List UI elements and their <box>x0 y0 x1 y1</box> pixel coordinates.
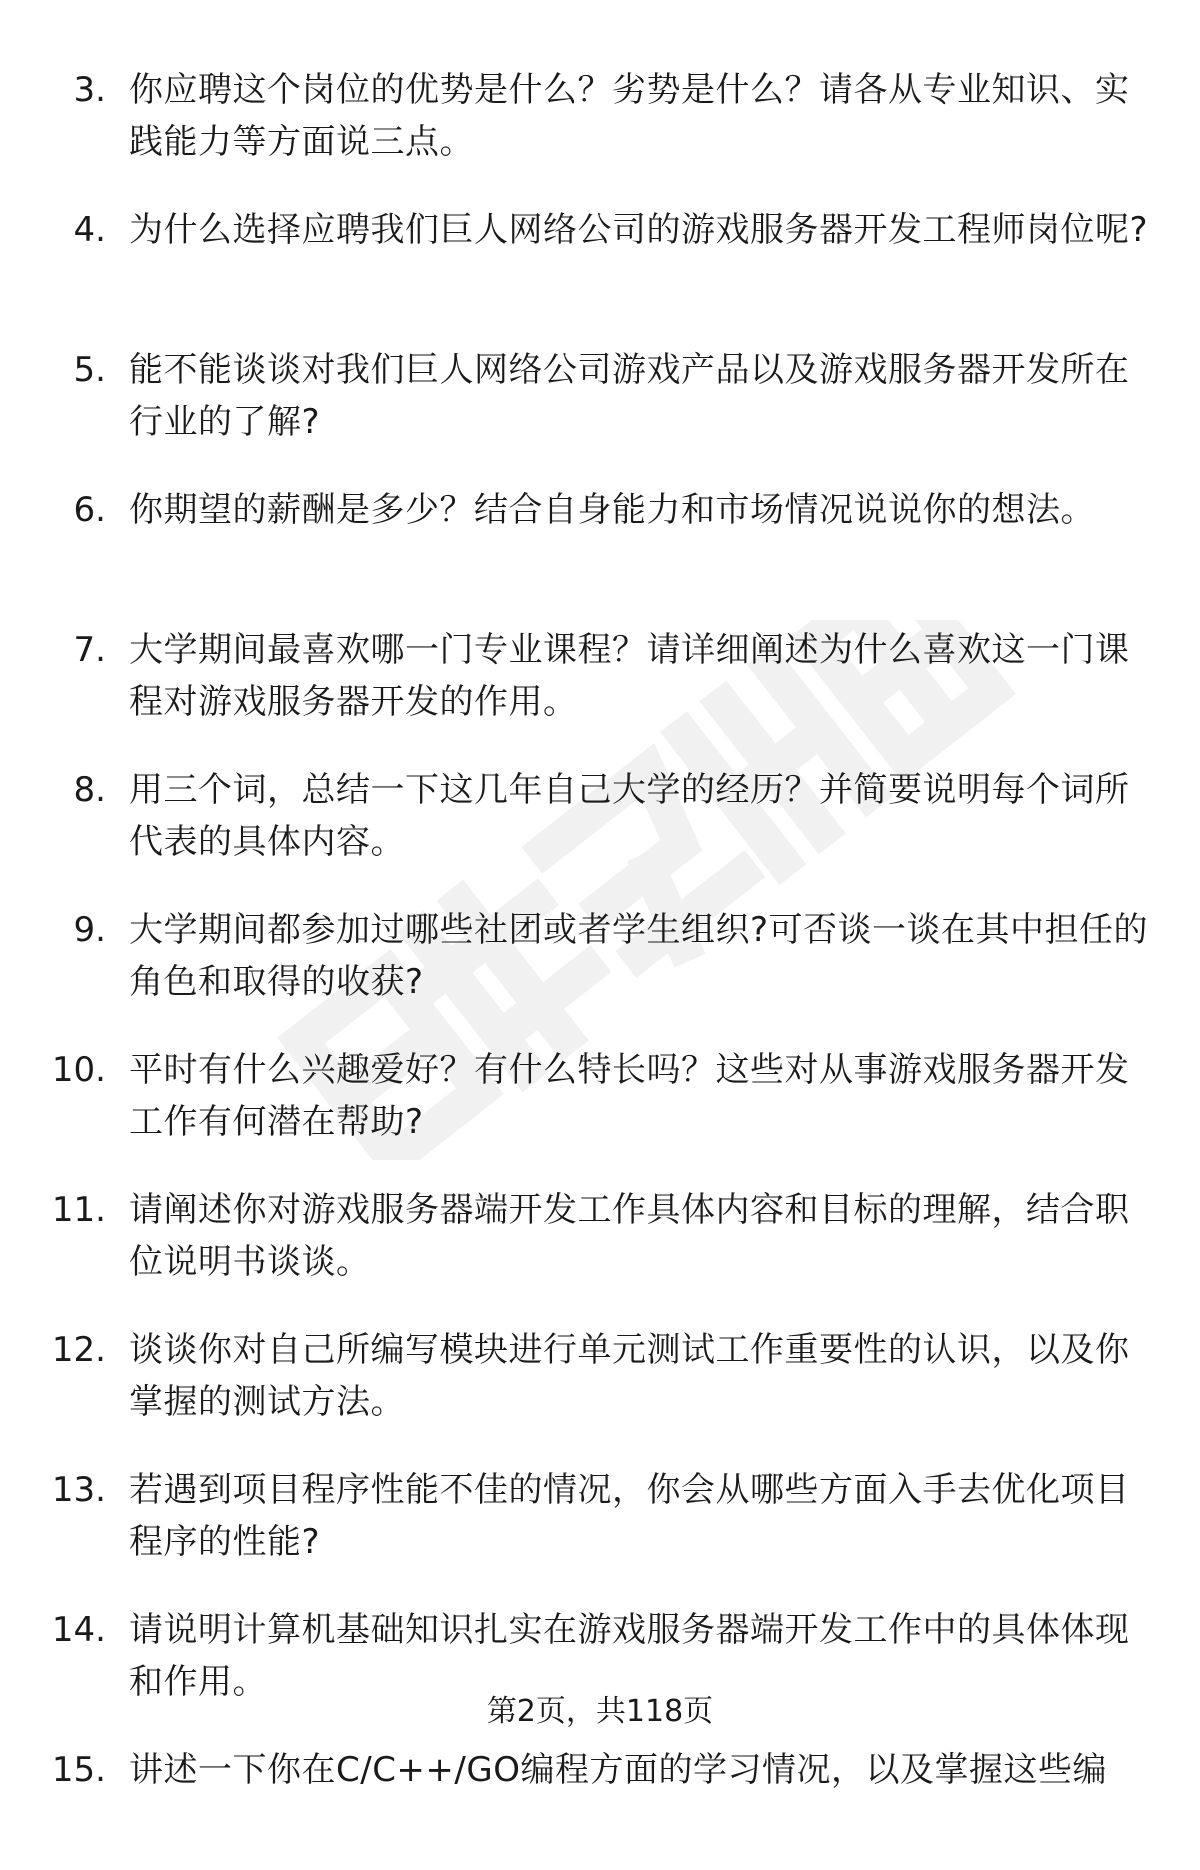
question-number: 14. <box>51 1610 106 1650</box>
question-text: 用三个词，总结一下这几年自己大学的经历？并简要说明每个词所代表的具体内容。 <box>129 770 1130 862</box>
question-number: 6. <box>73 490 106 530</box>
question-text: 讲述一下你在C/C++/GO编程方面的学习情况，以及掌握这些编 <box>129 1750 1107 1790</box>
question-text: 若遇到项目程序性能不佳的情况，你会从哪些方面入手去优化项目程序的性能? <box>129 1470 1130 1562</box>
question-number: 15. <box>51 1750 106 1790</box>
question-text: 能不能谈谈对我们巨人网络公司游戏产品以及游戏服务器开发所在行业的了解? <box>129 350 1130 442</box>
question-number: 13. <box>51 1470 106 1510</box>
question-number: 10. <box>51 1050 106 1090</box>
question-item <box>0 610 1200 750</box>
question-item <box>0 1730 1200 1870</box>
question-number: 4. <box>73 210 106 250</box>
question-item <box>0 750 1200 890</box>
question-text: 大学期间最喜欢哪一门专业课程？请详细阐述为什么喜欢这一门课程对游戏服务器开发的作用。 <box>129 630 1130 722</box>
question-number: 7. <box>73 630 106 670</box>
question-text: 请阐述你对游戏服务器端开发工作具体内容和目标的理解，结合职位说明书谈谈。 <box>129 1190 1130 1282</box>
question-number: 3. <box>73 70 106 110</box>
question-item <box>0 470 1200 610</box>
question-text: 你期望的薪酬是多少？结合自身能力和市场情况说说你的想法。 <box>129 490 1095 530</box>
question-text: 谈谈你对自己所编写模块进行单元测试工作重要性的认识，以及你掌握的测试方法。 <box>129 1330 1130 1422</box>
question-list <box>0 50 1200 1870</box>
question-number: 8. <box>73 770 106 810</box>
question-item <box>0 890 1200 1030</box>
page-footer: 第2页，共118页 <box>486 1694 714 1729</box>
question-item <box>0 50 1200 190</box>
question-text: 请说明计算机基础知识扎实在游戏服务器端开发工作中的具体体现和作用。 <box>129 1610 1130 1702</box>
question-number: 12. <box>51 1330 106 1370</box>
question-number: 9. <box>73 910 106 950</box>
question-item <box>0 1310 1200 1450</box>
question-item <box>0 1170 1200 1310</box>
question-item <box>0 330 1200 470</box>
question-text: 大学期间都参加过哪些社团或者学生组织?可否谈一谈在其中担任的角色和取得的收获? <box>129 910 1149 1002</box>
question-text: 你应聘这个岗位的优势是什么？劣势是什么？请各从专业知识、实践能力等方面说三点。 <box>129 70 1130 162</box>
question-item <box>0 190 1200 330</box>
question-number: 11. <box>51 1190 106 1230</box>
question-text: 为什么选择应聘我们巨人网络公司的游戏服务器开发工程师岗位呢? <box>129 210 1149 250</box>
question-text: 平时有什么兴趣爱好？有什么特长吗？这些对从事游戏服务器开发工作有何潜在帮助? <box>129 1050 1130 1142</box>
question-item <box>0 1450 1200 1590</box>
question-item <box>0 1030 1200 1170</box>
question-number: 5. <box>73 350 106 390</box>
